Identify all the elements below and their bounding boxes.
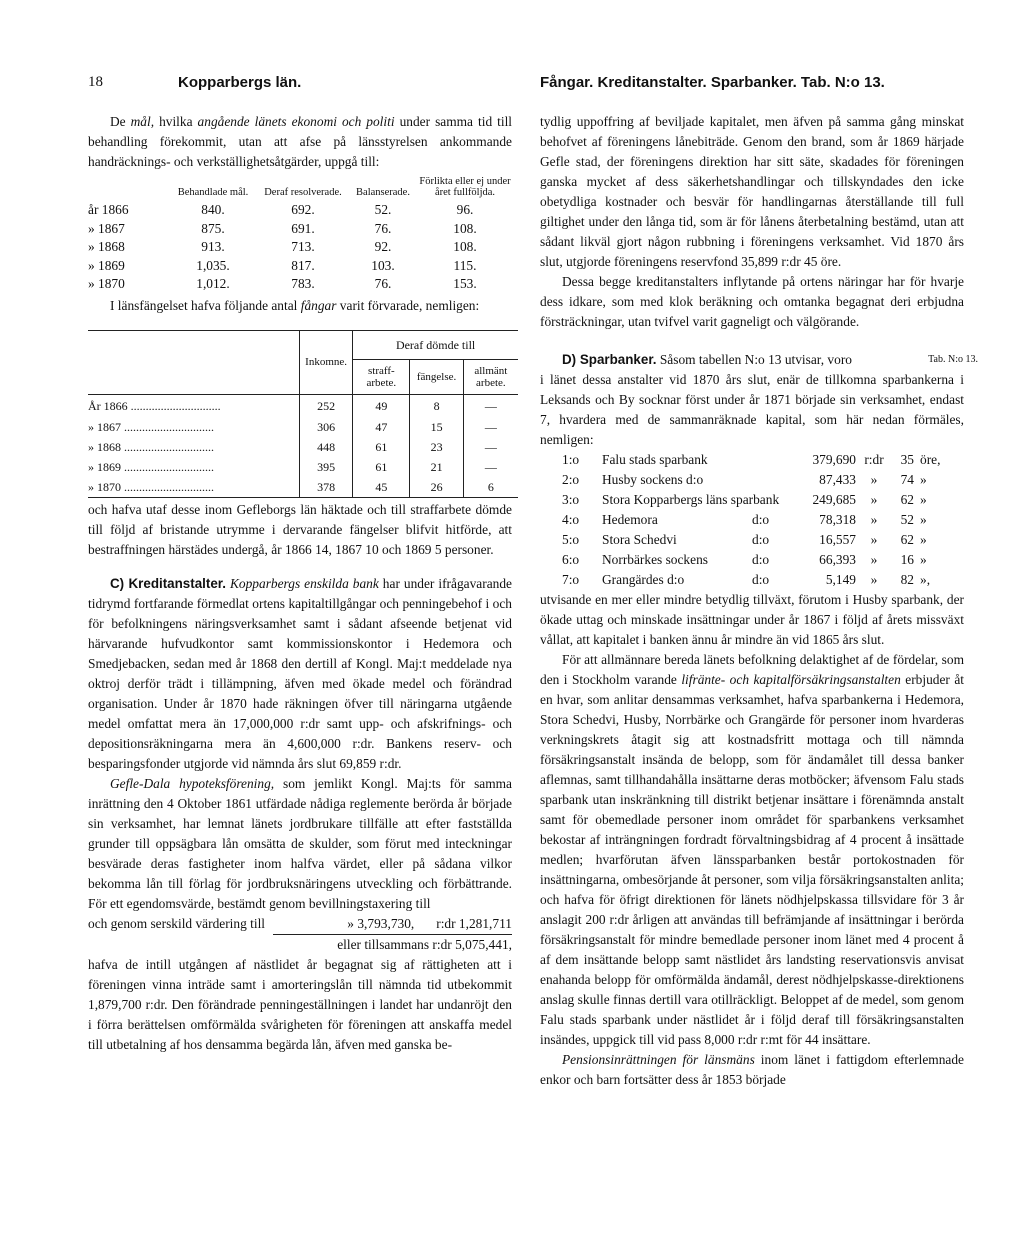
- prison-header-fangelse: fängelse.: [410, 359, 463, 394]
- cases-header: Förlikta eller ej under året fullföljda.: [419, 176, 511, 198]
- gefle-sum: eller tillsammans r:dr 5,075,441,: [273, 934, 512, 955]
- table-row: år 1866 840. 692. 52. 96.: [88, 202, 474, 217]
- pension-paragraph: Pensionsinrättningen för länsmäns inom länet i fattigdom efterlemnade enkor och barn fortsätter dess år 1853 började: [540, 1052, 964, 1087]
- table-row: År 1866 .............................. 252 49 8 —: [88, 394, 518, 417]
- prisoners-intro: I länsfängelset hafva följande antal fångar varit förvarade, nemligen:: [110, 297, 480, 313]
- table-row: » 1867 .............................. 306 47 15 —: [88, 417, 518, 437]
- table-row: » 1869 1,035. 817. 103. 115.: [88, 257, 477, 273]
- insurance-paragraph: För att allmännare bereda länets befolkning delaktighet af de fördelar, som den i Stockholm varande lifränte- och kapitalförsäkringsanstalten erbjuder åt en hvar, som anlitar densammas verksamhet, hafva sparbankerna i Hedemora, Stora Schedvi, Husby, Norrbärke och Grangärde för personer inom hvarderas verkningskrets åtagit sig att kostnadsfritt mottaga och till nämnda försäkringsanstalt insända de belopp, som för ändamålet till dessa banker aflemnas, samt tillhandahålla insättarne deras motböcker; äfvensom Falu stads sparbank utan inskränkning till distrikt betjenar insättare i förenämnda anstalt samt för obemedlade personer inom området för sparbankens verksamhet bekostar af inträngningen fordradt förvaltningsbidrag af 4 procent å insättade medlen; hvarförutan äfven länssparbanken består portokostnaden för insättningarna, ombesörjande åt personer, som vilja försäkringsanstalten anlita; och hafva för öfrigt direktionen för länets nödhjelpskassa tillsvidare för 3 år anslagit 200 r:dr årligen att användas till befrämjande af insättningar i berörda försäkringsanstalt för mindre bemedlade personer inom länet med 4 procent å af dem insättande belopp samt nästlidet års landsting reservationsvis anvisat enahanda belopp för omförmälda ändamål, derest nödhjelpskasse-direktionens anslag skulle finnas dertill vara otillräckligt. Beloppet af de medel, som genom Falu stads sparbank under nästlidet år i följd deraf till försäkringsanstalten insändes, uppgick till vid pass 8,000 r:dr r:mt för 44 insättare.: [540, 652, 964, 1047]
- after-sum-paragraph: hafva de intill utgången af nästlidet år begagnat sig af rättigheten att i föreningen vinna inträde samt i amorteringslån till nämnda tid utbekommit 1,879,700 r:dr. Den förändrade penningeställningen i landet har undanröjt den i förra berättelsen omförmälda svårigheten för föreningen att anskaffa medel till utbetalning af hos densamma begärda lån, äfven med ganska be-: [88, 956, 512, 1052]
- table-row: 3:o Stora Kopparbergs läns sparbank 249,685 » 62 »: [562, 492, 927, 507]
- after-prison-paragraph: och hafva utaf desse inom Gefleborgs län häktade och till straffarbete dömde till följd af bristande utrymme i dervarande fängelser blifvit hitförde, att bestraffningen härstädes undergå, år 1866 14, 1867 10 och 1869 5 personer.: [88, 501, 512, 557]
- right-column: [540, 112, 978, 1090]
- prison-header-allmant: allmänt arbete.: [463, 359, 518, 394]
- table-row: » 1870 .............................. 378 45 26 6: [88, 477, 518, 498]
- gefle-paragraph: Gefle-Dala hypoteksförening, som jemlikt Kongl. Maj:ts för samma inrättning den 4 Oktober 1861 utfärdade nådiga reglemente berörda år började sin verksamhet, har lemnat länets jordbrukare tillfälle att efter fastställda grunder till oppsägbara lån omsätta de skulder, som förut med inteckningar besvärade deras fastigheter inom halfva värdet, eller på sådana vilkor bekomma lån till förlag för jordbruksnäringens utveckling och förbättrande. För ett egendomsvärde, bestämdt genom bevillningstaxering till r:dr 1,281,711: [88, 775, 512, 931]
- prison-header-straff: straff-arbete.: [353, 359, 410, 394]
- table-row: 4:o Hedemora d:o 78,318 » 52 »: [562, 512, 927, 527]
- table-row: » 1867 875. 691. 76. 108.: [88, 220, 477, 236]
- left-column: [88, 112, 512, 1055]
- table-row: 1:o Falu stads sparbank 379,690 r:dr 35 öre,: [562, 452, 941, 467]
- gefle-value-line: och genom serskild värdering till » 3,793,730,: [88, 915, 415, 931]
- cases-header: Balanserade.: [356, 187, 410, 198]
- prison-table: [88, 330, 518, 498]
- prison-header-inkomne: Inkomne.: [299, 330, 352, 394]
- intro-paragraph: De mål, hvilka angående länets ekonomi och politi under samma tid till behandling förekommit, utan att afse på länsstyrelsen ankommande handräcknings- och verkställighetsåtgärder, uppgå till:: [88, 114, 513, 169]
- table-row: » 1868 913. 713. 92. 108.: [88, 239, 477, 255]
- table-row: 2:o Husby sockens d:o 87,433 » 74 »: [562, 472, 927, 487]
- table-row: » 1869 .............................. 395 61 21 —: [88, 457, 518, 477]
- after-banks-paragraph: utvisande en mer eller mindre betydlig tillväxt, förutom i Husby sparbank, der ökade uttag och minskade insättningar under år 1867 i följd af årets missväxt vållat, att kapitalet i banken ännu år mindre än vid 1865 års slut.: [540, 592, 964, 647]
- banks-table: [540, 450, 964, 590]
- cases-header: Deraf resolverade.: [264, 187, 342, 198]
- credit-paragraph: C) Kreditanstalter. Kopparbergs enskilda bank har under ifrågavarande tidrymd fortfarande förmedlat ortens kapitaltillgångar och penningebehof i och för befolkningens näringsverksamhet samt i sådant afseende betjenat vid härvarande hufvudkontor samt kommissionskontor i Hedemora och Smedjebacken, sedan med år 1868 den dertill af Kongl. Maj:t meddelade nya oktroj derför trädt i tillämpning, äfven med ökade medel och förändrad organisation. Under år 1870 hade räkningen öfver till näringarna utgående medel omfattat mera än 17,000,000 r:dr samt upp- och afskrifnings- och depositionsräkningarna mera än 4,600,000 r:dr. Bankens reserv- och besparingsfonder utgjorde vid nämnda års slut 69,859 r:dr.: [88, 575, 512, 771]
- right-running-title: Fångar. Kreditanstalter. Sparbanker. Tab. N:o 13.: [540, 74, 885, 91]
- left-running-title: Kopparbergs län.: [178, 74, 302, 91]
- page-number: 18: [88, 74, 103, 90]
- sparbanker-paragraph-2: i länet dessa anstalter vid 1870 års slut, enär de tillkomna sparbankerna i Leksands och By socknar först under år 1871 började sin verksamhet, endast 7, hvardera med de sammanräknade kapital, som här nedan förmäles, nemligen:: [540, 372, 964, 447]
- table-row: 6:o Norrbärkes sockens d:o 66,393 » 16 »: [562, 552, 927, 567]
- margin-note: Tab. N:o 13.: [928, 354, 978, 365]
- table-row: » 1870 1,012. 783. 76. 153.: [88, 276, 477, 292]
- sparbanker-paragraph: D) Sparbanker. Såsom tabellen N:o 13 utvisar, voro Tab. N:o 13.: [540, 350, 964, 370]
- table-row: » 1868 .............................. 448 61 23 —: [88, 437, 518, 457]
- prison-header-deraf: Deraf dömde till: [353, 330, 518, 359]
- table-row: 7:o Grangärdes d:o d:o 5,149 » 82 »,: [562, 572, 931, 587]
- right-top-paragraph: tydlig uppoffring af beviljade kapitalet, men äfven på samma gång minskat behofvet af föreningens lånebiträde. Genom den brand, som år 1869 härjade Gefle stad, der föreningens direktion har sitt säte, skadades för föreningen ganska mycket af dess säkerhetshandlingar och tillskyndades den icke obetydliga kostnader och besvär för handlingarnas återställande till full giltighet under den långa tid, som är för lånens återbetalning bestämd, utan att sådant likväl gjort någon rubbning i föreningens verksamhet. Vid 1870 års slut, utgjorde föreningens reservfond 35,899 r:dr 45 öre.: [540, 114, 964, 269]
- right-top-paragraph-2: Dessa begge kreditanstalters inflytande på ortens näringar har för hvarje dess idkare, som med klok beräkning och omtanka begagnat deri erbjudna försträckningar, utan tvifvel varit gagneligt och välgörande.: [540, 274, 964, 329]
- cases-header: Behandlade mål.: [177, 187, 249, 198]
- cases-table: [88, 176, 512, 294]
- table-row: 5:o Stora Schedvi d:o 16,557 » 62 »: [562, 532, 927, 547]
